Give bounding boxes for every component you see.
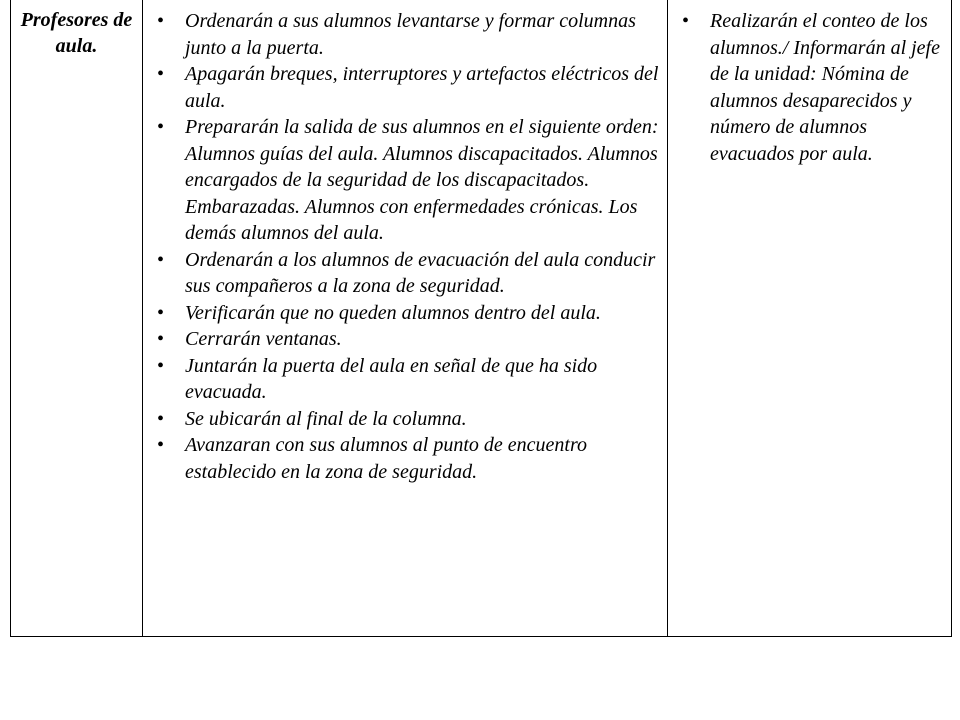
role-label: Profesores de aula. — [20, 9, 133, 57]
action-item: • Prepararán la salida de sus alumnos en el siguiente orden: Alumnos guías del aula. Alumnos discapacitados. Alumnos encargados de la seguridad de los discapacitados. Embarazadas. Alumnos con enfermedades crónicas. Los demás alumnos del aula. — [143, 114, 663, 247]
result-item: • Realizarán el conteo de los alumnos./ Informarán al jefe de la unidad: Nómina de alumnos desaparecidos y número de alumnos evacuados por aula. — [668, 8, 947, 167]
role-cell — [11, 0, 143, 637]
actions-list — [143, 0, 667, 485]
action-item: • Se ubicarán al final de la columna. — [143, 406, 663, 433]
action-item: • Verificarán que no queden alumnos dentro del aula. — [143, 300, 663, 327]
action-item: • Ordenarán a sus alumnos levantarse y formar columnas junto a la puerta. — [143, 8, 663, 61]
evacuation-procedure-table — [10, 0, 952, 637]
action-item: • Cerrarán ventanas. — [143, 326, 663, 353]
results-list — [668, 0, 951, 167]
action-item: • Ordenarán a los alumnos de evacuación del aula conducir sus compañeros a la zona de seguridad. — [143, 247, 663, 300]
action-item: • Apagarán breques, interruptores y artefactos eléctricos del aula. — [143, 61, 663, 114]
table-row — [11, 0, 952, 637]
actions-cell — [143, 0, 668, 637]
results-cell — [668, 0, 952, 637]
action-item: • Avanzaran con sus alumnos al punto de encuentro establecido en la zona de seguridad. — [143, 432, 663, 485]
action-item: • Juntarán la puerta del aula en señal de que ha sido evacuada. — [143, 353, 663, 406]
